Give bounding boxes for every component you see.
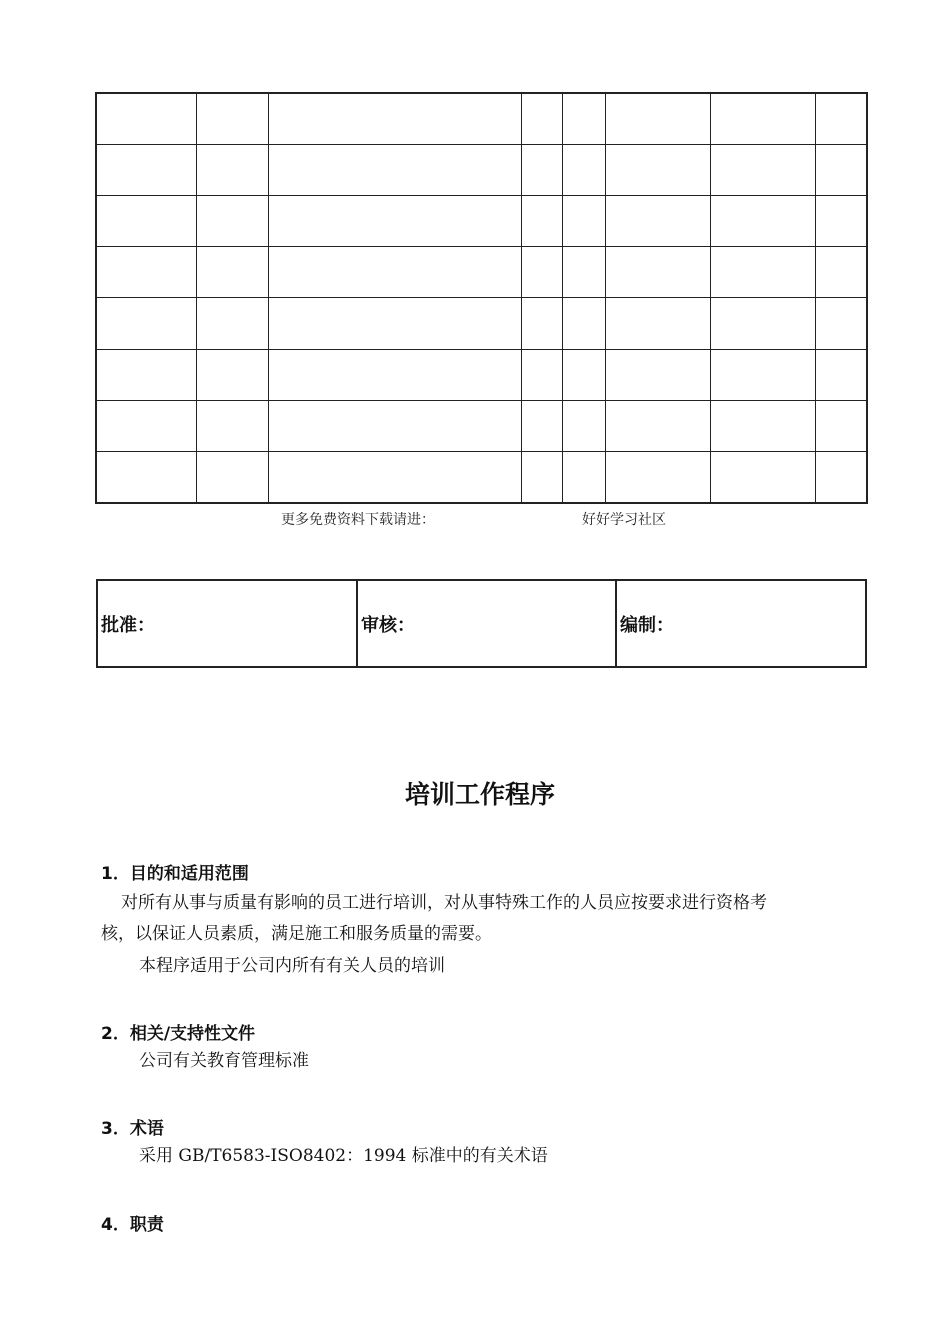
table-cell bbox=[815, 400, 867, 451]
table-row bbox=[96, 400, 867, 451]
section-3-text: 采用 GB/T6583-ISO8402：1994 标准中的有关术语 bbox=[139, 1146, 548, 1166]
table-cell bbox=[196, 93, 268, 145]
table-cell bbox=[605, 298, 710, 349]
table-cell bbox=[562, 349, 605, 400]
table-cell bbox=[605, 349, 710, 400]
section-1-para-1-line-2: 核，以保证人员素质，满足施工和服务质量的需要。 bbox=[101, 924, 492, 944]
table-cell bbox=[562, 247, 605, 298]
table-cell bbox=[96, 196, 196, 247]
blank-record-table bbox=[95, 92, 868, 504]
table-cell bbox=[710, 93, 815, 145]
table-cell bbox=[521, 451, 562, 503]
section-1-para-2: 本程序适用于公司内所有有关人员的培训 bbox=[139, 956, 445, 976]
section-1-heading: 1．目的和适用范围 bbox=[101, 864, 249, 884]
table-cell bbox=[268, 400, 521, 451]
section-3-heading: 3．术语 bbox=[101, 1119, 164, 1139]
table-cell bbox=[521, 145, 562, 196]
table-cell bbox=[268, 93, 521, 145]
table-row bbox=[96, 93, 867, 145]
table-cell bbox=[605, 451, 710, 503]
review-cell: 审核： bbox=[357, 580, 616, 667]
section-2-text: 公司有关教育管理标准 bbox=[139, 1051, 309, 1071]
table-cell bbox=[562, 400, 605, 451]
table-cell bbox=[710, 349, 815, 400]
signature-row bbox=[97, 580, 866, 667]
table-cell bbox=[96, 349, 196, 400]
table-cell bbox=[96, 145, 196, 196]
table-cell bbox=[710, 196, 815, 247]
table-cell bbox=[196, 247, 268, 298]
table-row bbox=[96, 145, 867, 196]
download-note bbox=[0, 509, 950, 529]
approve-cell: 批准： bbox=[97, 580, 357, 667]
table-cell bbox=[196, 349, 268, 400]
table-cell bbox=[96, 247, 196, 298]
table-cell bbox=[562, 93, 605, 145]
table-row bbox=[96, 451, 867, 503]
table-cell bbox=[96, 451, 196, 503]
table-cell bbox=[268, 349, 521, 400]
table-cell bbox=[521, 349, 562, 400]
table-cell bbox=[196, 196, 268, 247]
table-cell bbox=[710, 145, 815, 196]
table-cell bbox=[605, 247, 710, 298]
download-note-label: 更多免费资料下载请进： bbox=[281, 512, 435, 528]
table-cell bbox=[562, 196, 605, 247]
table-cell bbox=[196, 400, 268, 451]
section-2-heading: 2．相关/支持性文件 bbox=[101, 1024, 256, 1044]
table-cell bbox=[196, 145, 268, 196]
table-row bbox=[96, 349, 867, 400]
table-cell bbox=[521, 400, 562, 451]
table-cell bbox=[562, 145, 605, 196]
table-cell bbox=[562, 298, 605, 349]
table-cell bbox=[710, 298, 815, 349]
table-cell bbox=[815, 145, 867, 196]
table-cell bbox=[605, 145, 710, 196]
document-title: 培训工作程序 bbox=[404, 780, 555, 809]
table-cell bbox=[562, 451, 605, 503]
table-cell bbox=[605, 93, 710, 145]
table-cell bbox=[521, 247, 562, 298]
table-cell bbox=[268, 247, 521, 298]
table-cell bbox=[815, 93, 867, 145]
table-cell bbox=[815, 196, 867, 247]
table-cell bbox=[96, 93, 196, 145]
table-row bbox=[96, 247, 867, 298]
table-cell bbox=[268, 145, 521, 196]
section-4-heading: 4．职责 bbox=[101, 1215, 164, 1235]
download-note-site: 好好学习社区 bbox=[582, 512, 666, 528]
table-row bbox=[96, 196, 867, 247]
table-cell bbox=[196, 298, 268, 349]
blank-record-table-body bbox=[96, 93, 867, 503]
table-row bbox=[96, 298, 867, 349]
table-cell bbox=[268, 196, 521, 247]
table-cell bbox=[605, 400, 710, 451]
table-cell bbox=[521, 196, 562, 247]
table-cell bbox=[521, 298, 562, 349]
table-cell bbox=[268, 298, 521, 349]
table-cell bbox=[96, 298, 196, 349]
table-cell bbox=[710, 451, 815, 503]
table-cell bbox=[605, 196, 710, 247]
table-cell bbox=[196, 451, 268, 503]
table-cell bbox=[521, 93, 562, 145]
table-cell bbox=[268, 451, 521, 503]
signature-table bbox=[96, 579, 867, 668]
table-cell bbox=[815, 298, 867, 349]
table-cell bbox=[815, 349, 867, 400]
table-cell bbox=[96, 400, 196, 451]
table-cell bbox=[815, 247, 867, 298]
section-1-para-1-line-1: 对所有从事与质量有影响的员工进行培训，对从事特殊工作的人员应按要求进行资格考 bbox=[121, 893, 767, 913]
table-cell bbox=[815, 451, 867, 503]
table-cell bbox=[710, 400, 815, 451]
prepare-cell: 编制： bbox=[616, 580, 866, 667]
table-cell bbox=[710, 247, 815, 298]
